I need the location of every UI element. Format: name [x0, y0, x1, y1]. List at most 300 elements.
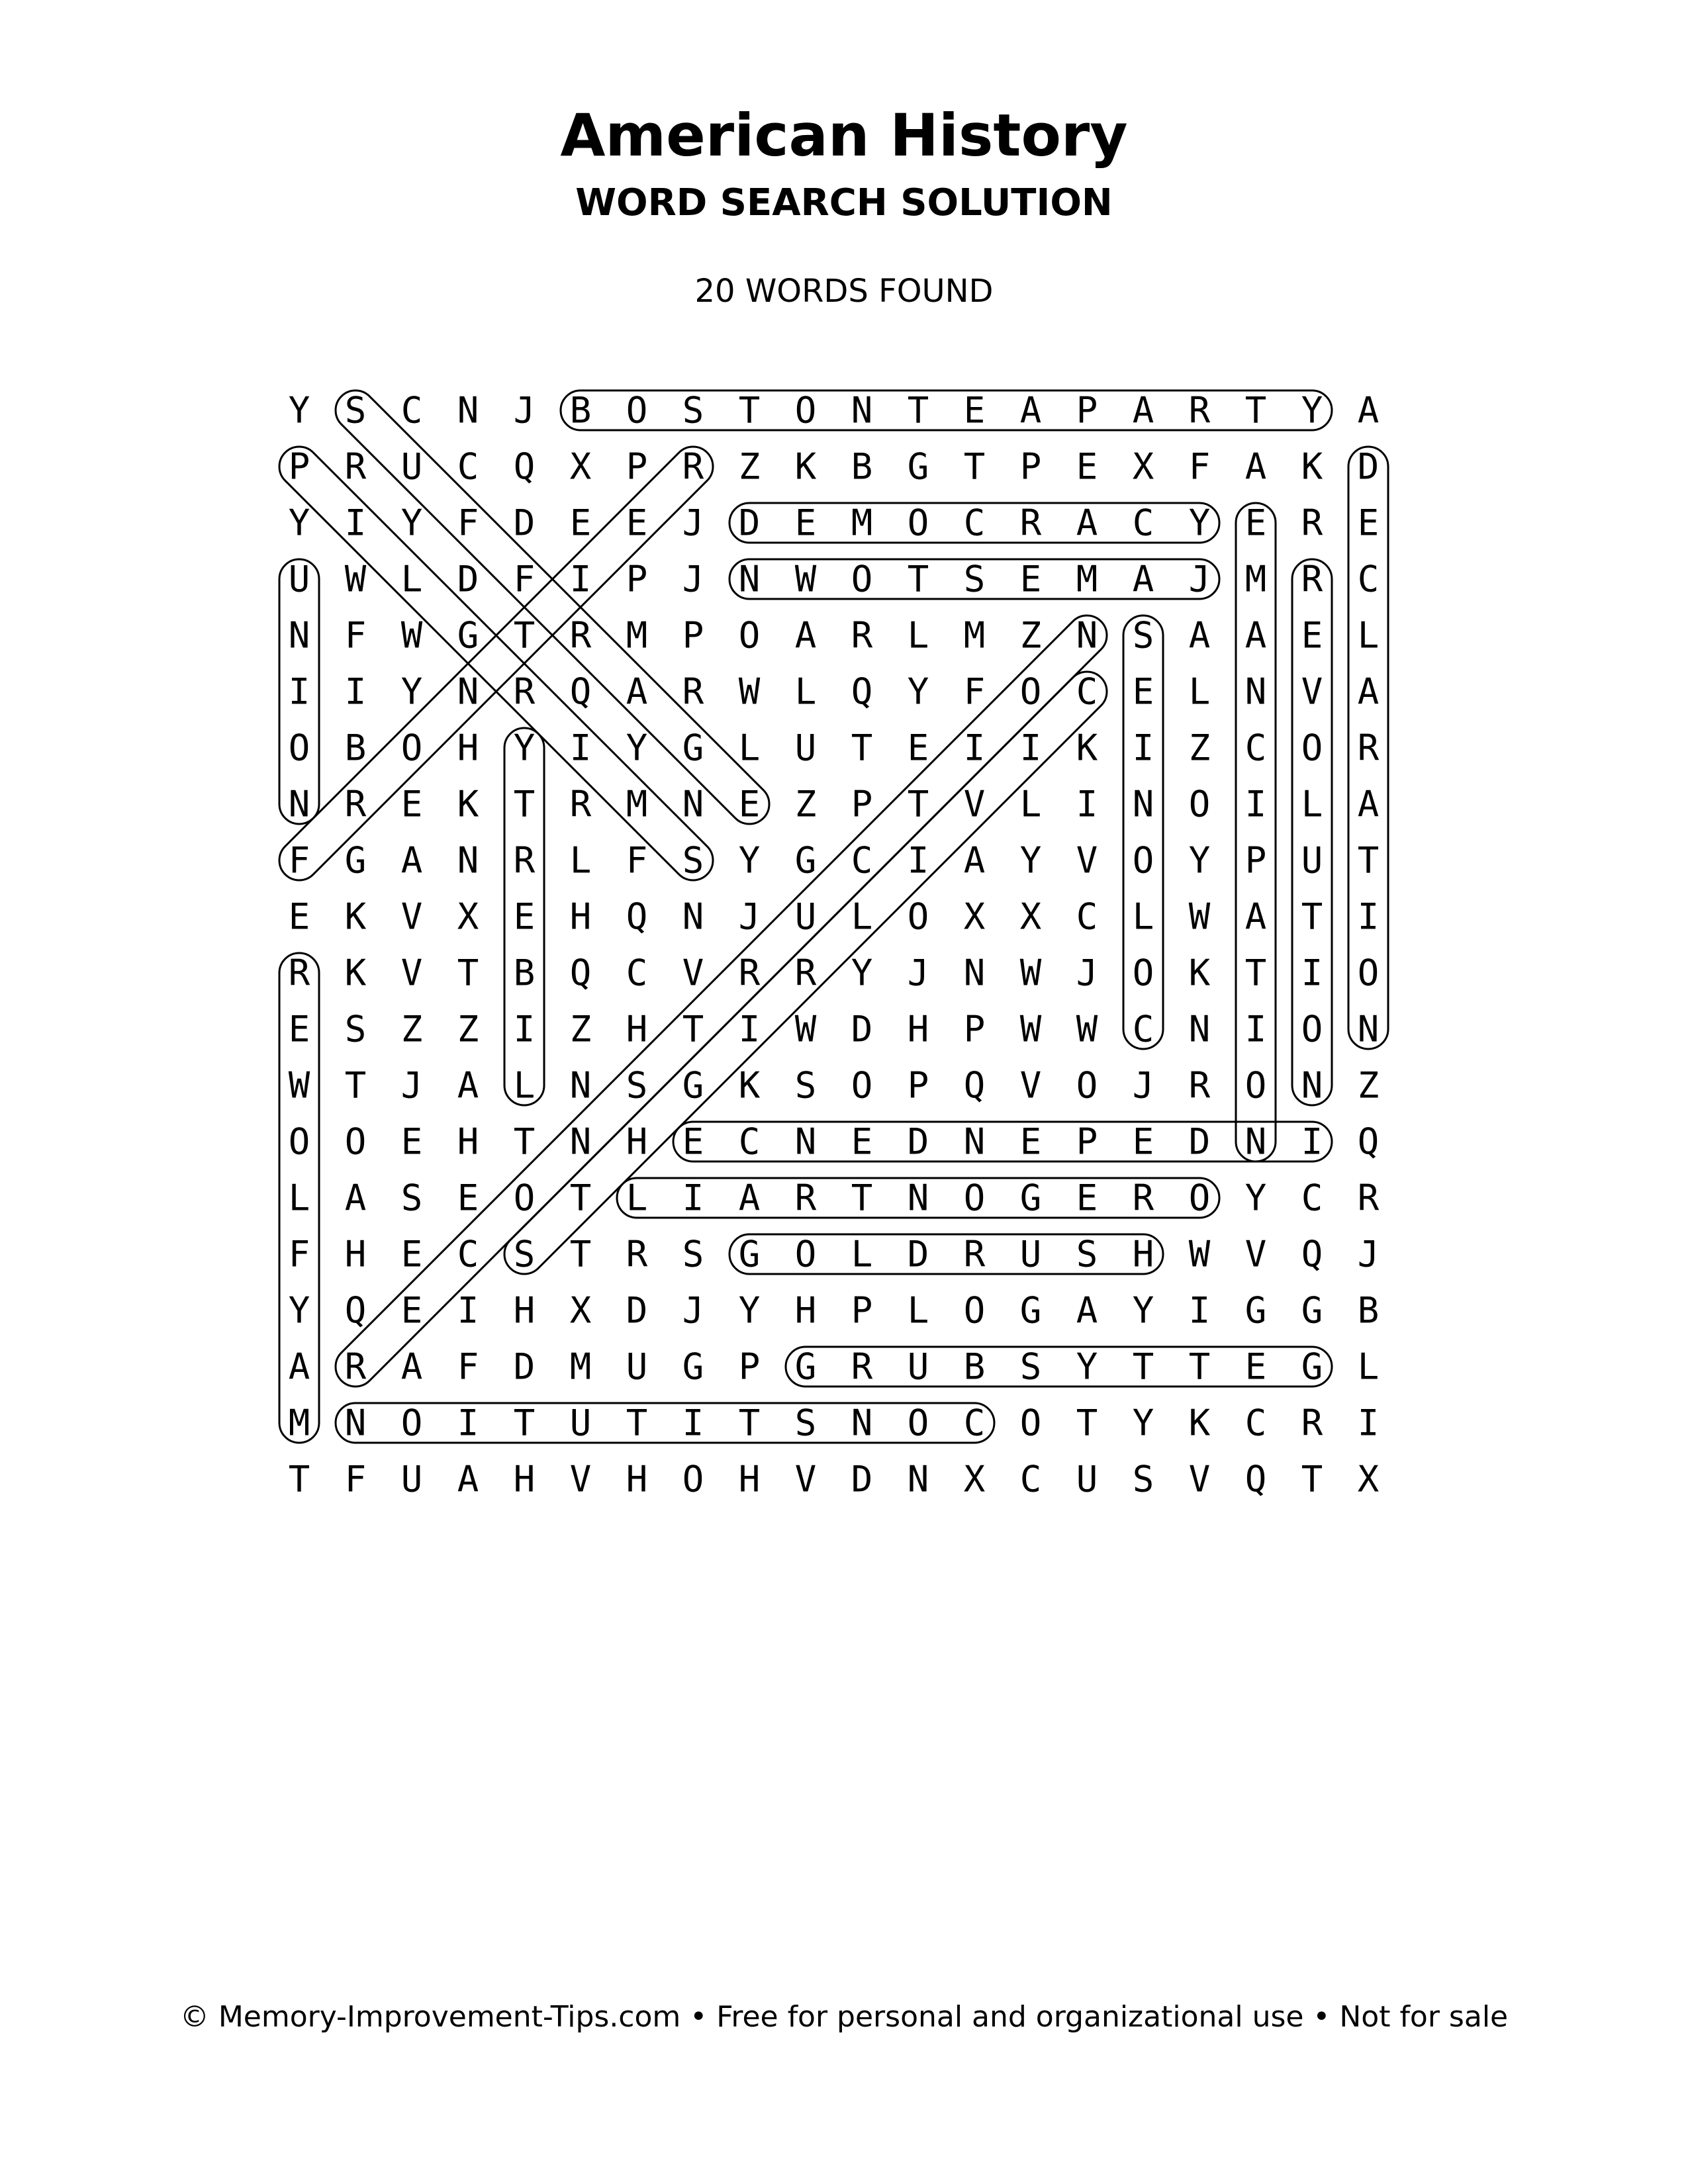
grid-letter: A	[1357, 389, 1380, 432]
grid-letter: Q	[344, 1289, 367, 1332]
grid-letter: I	[1301, 1120, 1323, 1163]
grid-letter: B	[1357, 1289, 1380, 1332]
grid-letter: E	[400, 1289, 423, 1332]
grid-letter: C	[457, 1233, 479, 1275]
grid-letter: M	[626, 614, 648, 657]
grid-letter: T	[457, 952, 479, 994]
grid-letter: C	[738, 1120, 761, 1163]
grid-letter: Y	[738, 839, 761, 882]
grid-letter: Y	[626, 727, 648, 769]
grid-letter: N	[344, 1402, 367, 1444]
grid-letter: X	[457, 895, 479, 938]
page-title: American History	[560, 101, 1128, 169]
grid-letter: N	[1244, 670, 1267, 713]
grid-letter: T	[1244, 389, 1267, 432]
grid-letter: U	[569, 1402, 592, 1444]
grid-letter: N	[1301, 1064, 1323, 1107]
grid-letter: I	[513, 1008, 536, 1050]
grid-letter: Y	[400, 670, 423, 713]
grid-letter: O	[1244, 1064, 1267, 1107]
grid-letter: S	[400, 1177, 423, 1219]
grid-letter: F	[1188, 445, 1211, 488]
grid-letter: S	[794, 1402, 817, 1444]
grid-letter: E	[1076, 445, 1098, 488]
grid-letter: O	[1301, 1008, 1323, 1050]
grid-letter: E	[288, 895, 310, 938]
grid-letter: I	[344, 670, 367, 713]
grid-letter: X	[963, 1458, 986, 1500]
grid-letter: W	[288, 1064, 310, 1107]
grid-letter: W	[1188, 895, 1211, 938]
grid-letter: E	[400, 783, 423, 825]
grid-letter: O	[626, 389, 648, 432]
grid-letter: I	[1301, 952, 1323, 994]
grid-letter: U	[1019, 1233, 1042, 1275]
grid-letter: S	[344, 1008, 367, 1050]
grid-letter: H	[907, 1008, 929, 1050]
grid-letter: W	[1019, 1008, 1042, 1050]
grid-letter: A	[1019, 389, 1042, 432]
grid-letter: E	[1019, 558, 1042, 600]
grid-letter: N	[569, 1064, 592, 1107]
grid-letter: O	[1188, 1177, 1211, 1219]
grid-letter: J	[513, 389, 536, 432]
grid-letter: I	[457, 1402, 479, 1444]
grid-letter: N	[794, 1120, 817, 1163]
footer-copyright: © Memory-Improvement-Tips.com • Free for personal and organizational use • Not for sale	[179, 2000, 1509, 2034]
grid-letter: Y	[1132, 1289, 1154, 1332]
grid-letter: E	[1132, 1120, 1154, 1163]
grid-letter: O	[907, 502, 929, 544]
grid-letter: E	[963, 389, 986, 432]
grid-letter: C	[626, 952, 648, 994]
grid-letter: S	[963, 558, 986, 600]
grid-letter: G	[682, 1345, 704, 1388]
grid-letter: C	[400, 389, 423, 432]
grid-letter: N	[1244, 1120, 1267, 1163]
grid-letter: C	[1076, 670, 1098, 713]
found-word-loop	[328, 608, 1115, 1395]
grid-letter: H	[626, 1458, 648, 1500]
grid-letter: P	[851, 783, 873, 825]
grid-letter: C	[1301, 1177, 1323, 1219]
grid-letter: I	[569, 727, 592, 769]
grid-letter: I	[682, 1177, 704, 1219]
grid-letter: B	[851, 445, 873, 488]
grid-letter: N	[569, 1120, 592, 1163]
grid-letter: E	[457, 1177, 479, 1219]
grid-letter: O	[288, 1120, 310, 1163]
grid-letter: D	[851, 1458, 873, 1500]
grid-letter: U	[400, 1458, 423, 1500]
grid-letter: W	[794, 558, 817, 600]
grid-letter: Y	[288, 1289, 310, 1332]
grid-letter: V	[1188, 1458, 1211, 1500]
grid-letter: S	[682, 1233, 704, 1275]
grid-letter: A	[457, 1458, 479, 1500]
grid-letter: T	[1301, 1458, 1323, 1500]
grid-letter: N	[1076, 614, 1098, 657]
grid-letter: Y	[1188, 839, 1211, 882]
grid-letter: P	[1019, 445, 1042, 488]
grid-letter: N	[738, 558, 761, 600]
grid-letter: X	[1132, 445, 1154, 488]
grid-letter: I	[1132, 727, 1154, 769]
grid-letter: I	[457, 1289, 479, 1332]
grid-letter: U	[794, 727, 817, 769]
grid-letter: V	[400, 895, 423, 938]
grid-letter: E	[1301, 614, 1323, 657]
grid-letter: R	[1357, 1177, 1380, 1219]
grid-letter: L	[569, 839, 592, 882]
grid-letter: L	[851, 895, 873, 938]
grid-letter: C	[1244, 727, 1267, 769]
grid-letter: D	[626, 1289, 648, 1332]
grid-letter: Y	[1244, 1177, 1267, 1219]
grid-letter: S	[1132, 614, 1154, 657]
grid-letter: N	[457, 670, 479, 713]
grid-letter: Q	[851, 670, 873, 713]
grid-letter: T	[907, 389, 929, 432]
grid-letter: R	[513, 839, 536, 882]
grid-letter: V	[1301, 670, 1323, 713]
grid-letter: C	[1132, 1008, 1154, 1050]
grid-letter: N	[1132, 783, 1154, 825]
grid-letter: R	[1301, 502, 1323, 544]
grid-letter: M	[963, 614, 986, 657]
grid-letter: S	[682, 389, 704, 432]
found-word-loop	[1236, 503, 1276, 1161]
grid-letter: E	[288, 1008, 310, 1050]
grid-letter: Z	[1188, 727, 1211, 769]
grid-letter: Q	[963, 1064, 986, 1107]
grid-letter: K	[1188, 1402, 1211, 1444]
grid-letter: C	[1244, 1402, 1267, 1444]
grid-letter: R	[794, 952, 817, 994]
grid-letter: Y	[1076, 1345, 1098, 1388]
grid-letter: Z	[1019, 614, 1042, 657]
grid-letter: R	[1132, 1177, 1154, 1219]
grid-letter: A	[1076, 1289, 1098, 1332]
grid-letter: T	[682, 1008, 704, 1050]
grid-letter: D	[513, 1345, 536, 1388]
grid-letter: Y	[851, 952, 873, 994]
grid-letter: E	[907, 727, 929, 769]
grid-letter: Q	[569, 670, 592, 713]
grid-letter: T	[963, 445, 986, 488]
grid-letter: T	[1301, 895, 1323, 938]
grid-letter: I	[1076, 783, 1098, 825]
grid-letter: K	[1301, 445, 1323, 488]
grid-letter: J	[682, 502, 704, 544]
grid-letter: K	[738, 1064, 761, 1107]
grid-letter: I	[1357, 1402, 1380, 1444]
grid-letter: T	[851, 727, 873, 769]
grid-letter: X	[1357, 1458, 1380, 1500]
grid-letter: J	[738, 895, 761, 938]
grid-letter: I	[569, 558, 592, 600]
grid-letter: F	[457, 1345, 479, 1388]
grid-letter: O	[1188, 783, 1211, 825]
grid-letter: G	[682, 727, 704, 769]
grid-letter: T	[907, 783, 929, 825]
grid-letter: R	[738, 952, 761, 994]
grid-letter: I	[288, 670, 310, 713]
grid-letter: F	[457, 502, 479, 544]
grid-letter: T	[513, 614, 536, 657]
grid-letter: T	[513, 1120, 536, 1163]
grid-letter: F	[288, 1233, 310, 1275]
grid-letter: T	[1244, 952, 1267, 994]
grid-letter: T	[569, 1177, 592, 1219]
grid-letter: E	[1132, 670, 1154, 713]
grid-letter: G	[1301, 1289, 1323, 1332]
grid-letter: U	[1301, 839, 1323, 882]
grid-letter: J	[682, 1289, 704, 1332]
grid-letter: E	[513, 895, 536, 938]
grid-letter: Z	[569, 1008, 592, 1050]
grid-letter: T	[738, 1402, 761, 1444]
grid-letter: R	[1188, 1064, 1211, 1107]
grid-letter: F	[513, 558, 536, 600]
grid-letter: H	[794, 1289, 817, 1332]
grid-letter: Z	[794, 783, 817, 825]
grid-letter: H	[344, 1233, 367, 1275]
grid-letter: T	[626, 1402, 648, 1444]
grid-letter: S	[626, 1064, 648, 1107]
grid-letter: V	[400, 952, 423, 994]
grid-letter: P	[738, 1345, 761, 1388]
grid-letter: C	[1076, 895, 1098, 938]
grid-letter: C	[851, 839, 873, 882]
grid-letter: O	[1019, 670, 1042, 713]
grid-letter: D	[907, 1120, 929, 1163]
grid-letter: H	[513, 1289, 536, 1332]
grid-letter: O	[400, 727, 423, 769]
grid-letter: V	[682, 952, 704, 994]
grid-letter: T	[851, 1177, 873, 1219]
grid-letter: U	[907, 1345, 929, 1388]
grid-letter: R	[1357, 727, 1380, 769]
grid-letter: N	[907, 1177, 929, 1219]
grid-letter: R	[1188, 389, 1211, 432]
grid-letter: C	[1019, 1458, 1042, 1500]
grid-letter: A	[626, 670, 648, 713]
grid-letter: G	[1019, 1289, 1042, 1332]
grid-letter: A	[1132, 389, 1154, 432]
grid-letter: R	[344, 1345, 367, 1388]
grid-letter: A	[457, 1064, 479, 1107]
grid-letter: S	[1132, 1458, 1154, 1500]
grid-letter: E	[1019, 1120, 1042, 1163]
grid-letter: J	[1076, 952, 1098, 994]
grid-letter: P	[682, 614, 704, 657]
grid-letter: W	[1019, 952, 1042, 994]
grid-letter: H	[738, 1458, 761, 1500]
grid-letter: M	[626, 783, 648, 825]
grid-letter: O	[682, 1458, 704, 1500]
grid-letter: V	[1076, 839, 1098, 882]
grid-letter: X	[963, 895, 986, 938]
grid-letter: T	[513, 1402, 536, 1444]
grid-letter: S	[682, 839, 704, 882]
grid-letter: O	[851, 1064, 873, 1107]
found-word-loop	[271, 439, 722, 889]
grid-letter: Y	[1188, 502, 1211, 544]
grid-letter: O	[963, 1177, 986, 1219]
grid-letter: T	[1357, 839, 1380, 882]
grid-letter: X	[569, 445, 592, 488]
grid-letter: Z	[738, 445, 761, 488]
grid-letter: A	[1244, 445, 1267, 488]
grid-letter: L	[626, 1177, 648, 1219]
grid-letter: I	[344, 502, 367, 544]
grid-letter: W	[1188, 1233, 1211, 1275]
grid-letter: E	[1244, 502, 1267, 544]
grid-letter: T	[1076, 1402, 1098, 1444]
grid-letter: S	[1076, 1233, 1098, 1275]
grid-letter: H	[513, 1458, 536, 1500]
grid-letter: Y	[400, 502, 423, 544]
grid-letter: B	[344, 727, 367, 769]
grid-letter: O	[513, 1177, 536, 1219]
grid-letter: O	[1132, 952, 1154, 994]
grid-letter: I	[1357, 895, 1380, 938]
grid-letter: E	[1244, 1345, 1267, 1388]
grid-letter: R	[344, 445, 367, 488]
grid-letter: L	[1357, 614, 1380, 657]
grid-letter: F	[963, 670, 986, 713]
grid-letter: R	[288, 952, 310, 994]
grid-letter: G	[794, 839, 817, 882]
grid-letter: M	[569, 1345, 592, 1388]
grid-letter: A	[288, 1345, 310, 1388]
grid-letter: U	[794, 895, 817, 938]
grid-letter: N	[457, 839, 479, 882]
grid-letter: L	[513, 1064, 536, 1107]
grid-letter: P	[288, 445, 310, 488]
grid-letter: O	[963, 1289, 986, 1332]
grid-letter: A	[738, 1177, 761, 1219]
grid-letter: R	[1301, 558, 1323, 600]
grid-letter: F	[344, 614, 367, 657]
grid-letter: E	[1357, 502, 1380, 544]
grid-letter: J	[1188, 558, 1211, 600]
grid-letter: R	[1019, 502, 1042, 544]
grid-letter: K	[457, 783, 479, 825]
grid-letter: O	[1076, 1064, 1098, 1107]
grid-letter: T	[907, 558, 929, 600]
grid-letter: Q	[569, 952, 592, 994]
grid-letter: S	[513, 1233, 536, 1275]
grid-letter: N	[1357, 1008, 1380, 1050]
grid-letter: S	[794, 1064, 817, 1107]
grid-letter: H	[626, 1008, 648, 1050]
grid-letter: L	[1357, 1345, 1380, 1388]
grid-letter: T	[738, 389, 761, 432]
grid-letter: O	[288, 727, 310, 769]
grid-letter: W	[1076, 1008, 1098, 1050]
grid-letter: D	[457, 558, 479, 600]
grid-letter: K	[1188, 952, 1211, 994]
grid-letters	[289, 390, 1380, 1500]
grid-letter: O	[907, 1402, 929, 1444]
grid-letter: M	[1076, 558, 1098, 600]
grid-letter: O	[1357, 952, 1380, 994]
grid-letter: J	[1357, 1233, 1380, 1275]
grid-letter: N	[682, 783, 704, 825]
grid-letter: R	[851, 1345, 873, 1388]
grid-letter: Z	[400, 1008, 423, 1050]
grid-letter: D	[851, 1008, 873, 1050]
grid-letter: G	[344, 839, 367, 882]
grid-letter: M	[288, 1402, 310, 1444]
grid-letter: N	[288, 783, 310, 825]
grid-letter: G	[738, 1233, 761, 1275]
grid-letter: L	[1301, 783, 1323, 825]
grid-letter: C	[1357, 558, 1380, 600]
grid-letter: F	[288, 839, 310, 882]
found-word-loop	[673, 1122, 1332, 1161]
grid-letter: E	[569, 502, 592, 544]
grid-letter: I	[1244, 783, 1267, 825]
grid-letter: R	[569, 614, 592, 657]
grid-letter: A	[1132, 558, 1154, 600]
grid-letter: T	[1188, 1345, 1211, 1388]
grid-letter: P	[1076, 1120, 1098, 1163]
grid-letter: A	[344, 1177, 367, 1219]
grid-letter: R	[682, 670, 704, 713]
grid-letter: X	[1019, 895, 1042, 938]
grid-letter: A	[1244, 614, 1267, 657]
grid-letter: O	[400, 1402, 423, 1444]
grid-letter: C	[963, 1402, 986, 1444]
grid-letter: Y	[738, 1289, 761, 1332]
grid-letter: O	[344, 1120, 367, 1163]
grid-letter: Y	[1301, 389, 1323, 432]
grid-letter: E	[851, 1120, 873, 1163]
grid-letter: R	[569, 783, 592, 825]
grid-letter: C	[1132, 502, 1154, 544]
grid-letter: D	[513, 502, 536, 544]
grid-letter: V	[1019, 1064, 1042, 1107]
grid-letter: L	[288, 1177, 310, 1219]
grid-letter: V	[569, 1458, 592, 1500]
grid-letter: J	[682, 558, 704, 600]
grid-letter: O	[907, 895, 929, 938]
grid-letter: K	[344, 895, 367, 938]
grid-letter: P	[1244, 839, 1267, 882]
grid-letter: T	[344, 1064, 367, 1107]
grid-letter: O	[851, 558, 873, 600]
grid-letter: O	[794, 1233, 817, 1275]
grid-letter: G	[1019, 1177, 1042, 1219]
grid-letter: C	[457, 445, 479, 488]
grid-letter: O	[738, 614, 761, 657]
grid-letter: U	[400, 445, 423, 488]
grid-letter: R	[626, 1233, 648, 1275]
grid-letter: H	[626, 1120, 648, 1163]
grid-letter: E	[626, 502, 648, 544]
grid-letter: T	[569, 1233, 592, 1275]
grid-letter: L	[851, 1233, 873, 1275]
grid-letter: B	[569, 389, 592, 432]
grid-letter: J	[907, 952, 929, 994]
grid-letter: D	[907, 1233, 929, 1275]
grid-letter: U	[288, 558, 310, 600]
found-word-loop	[336, 1403, 994, 1443]
grid-letter: N	[851, 1402, 873, 1444]
